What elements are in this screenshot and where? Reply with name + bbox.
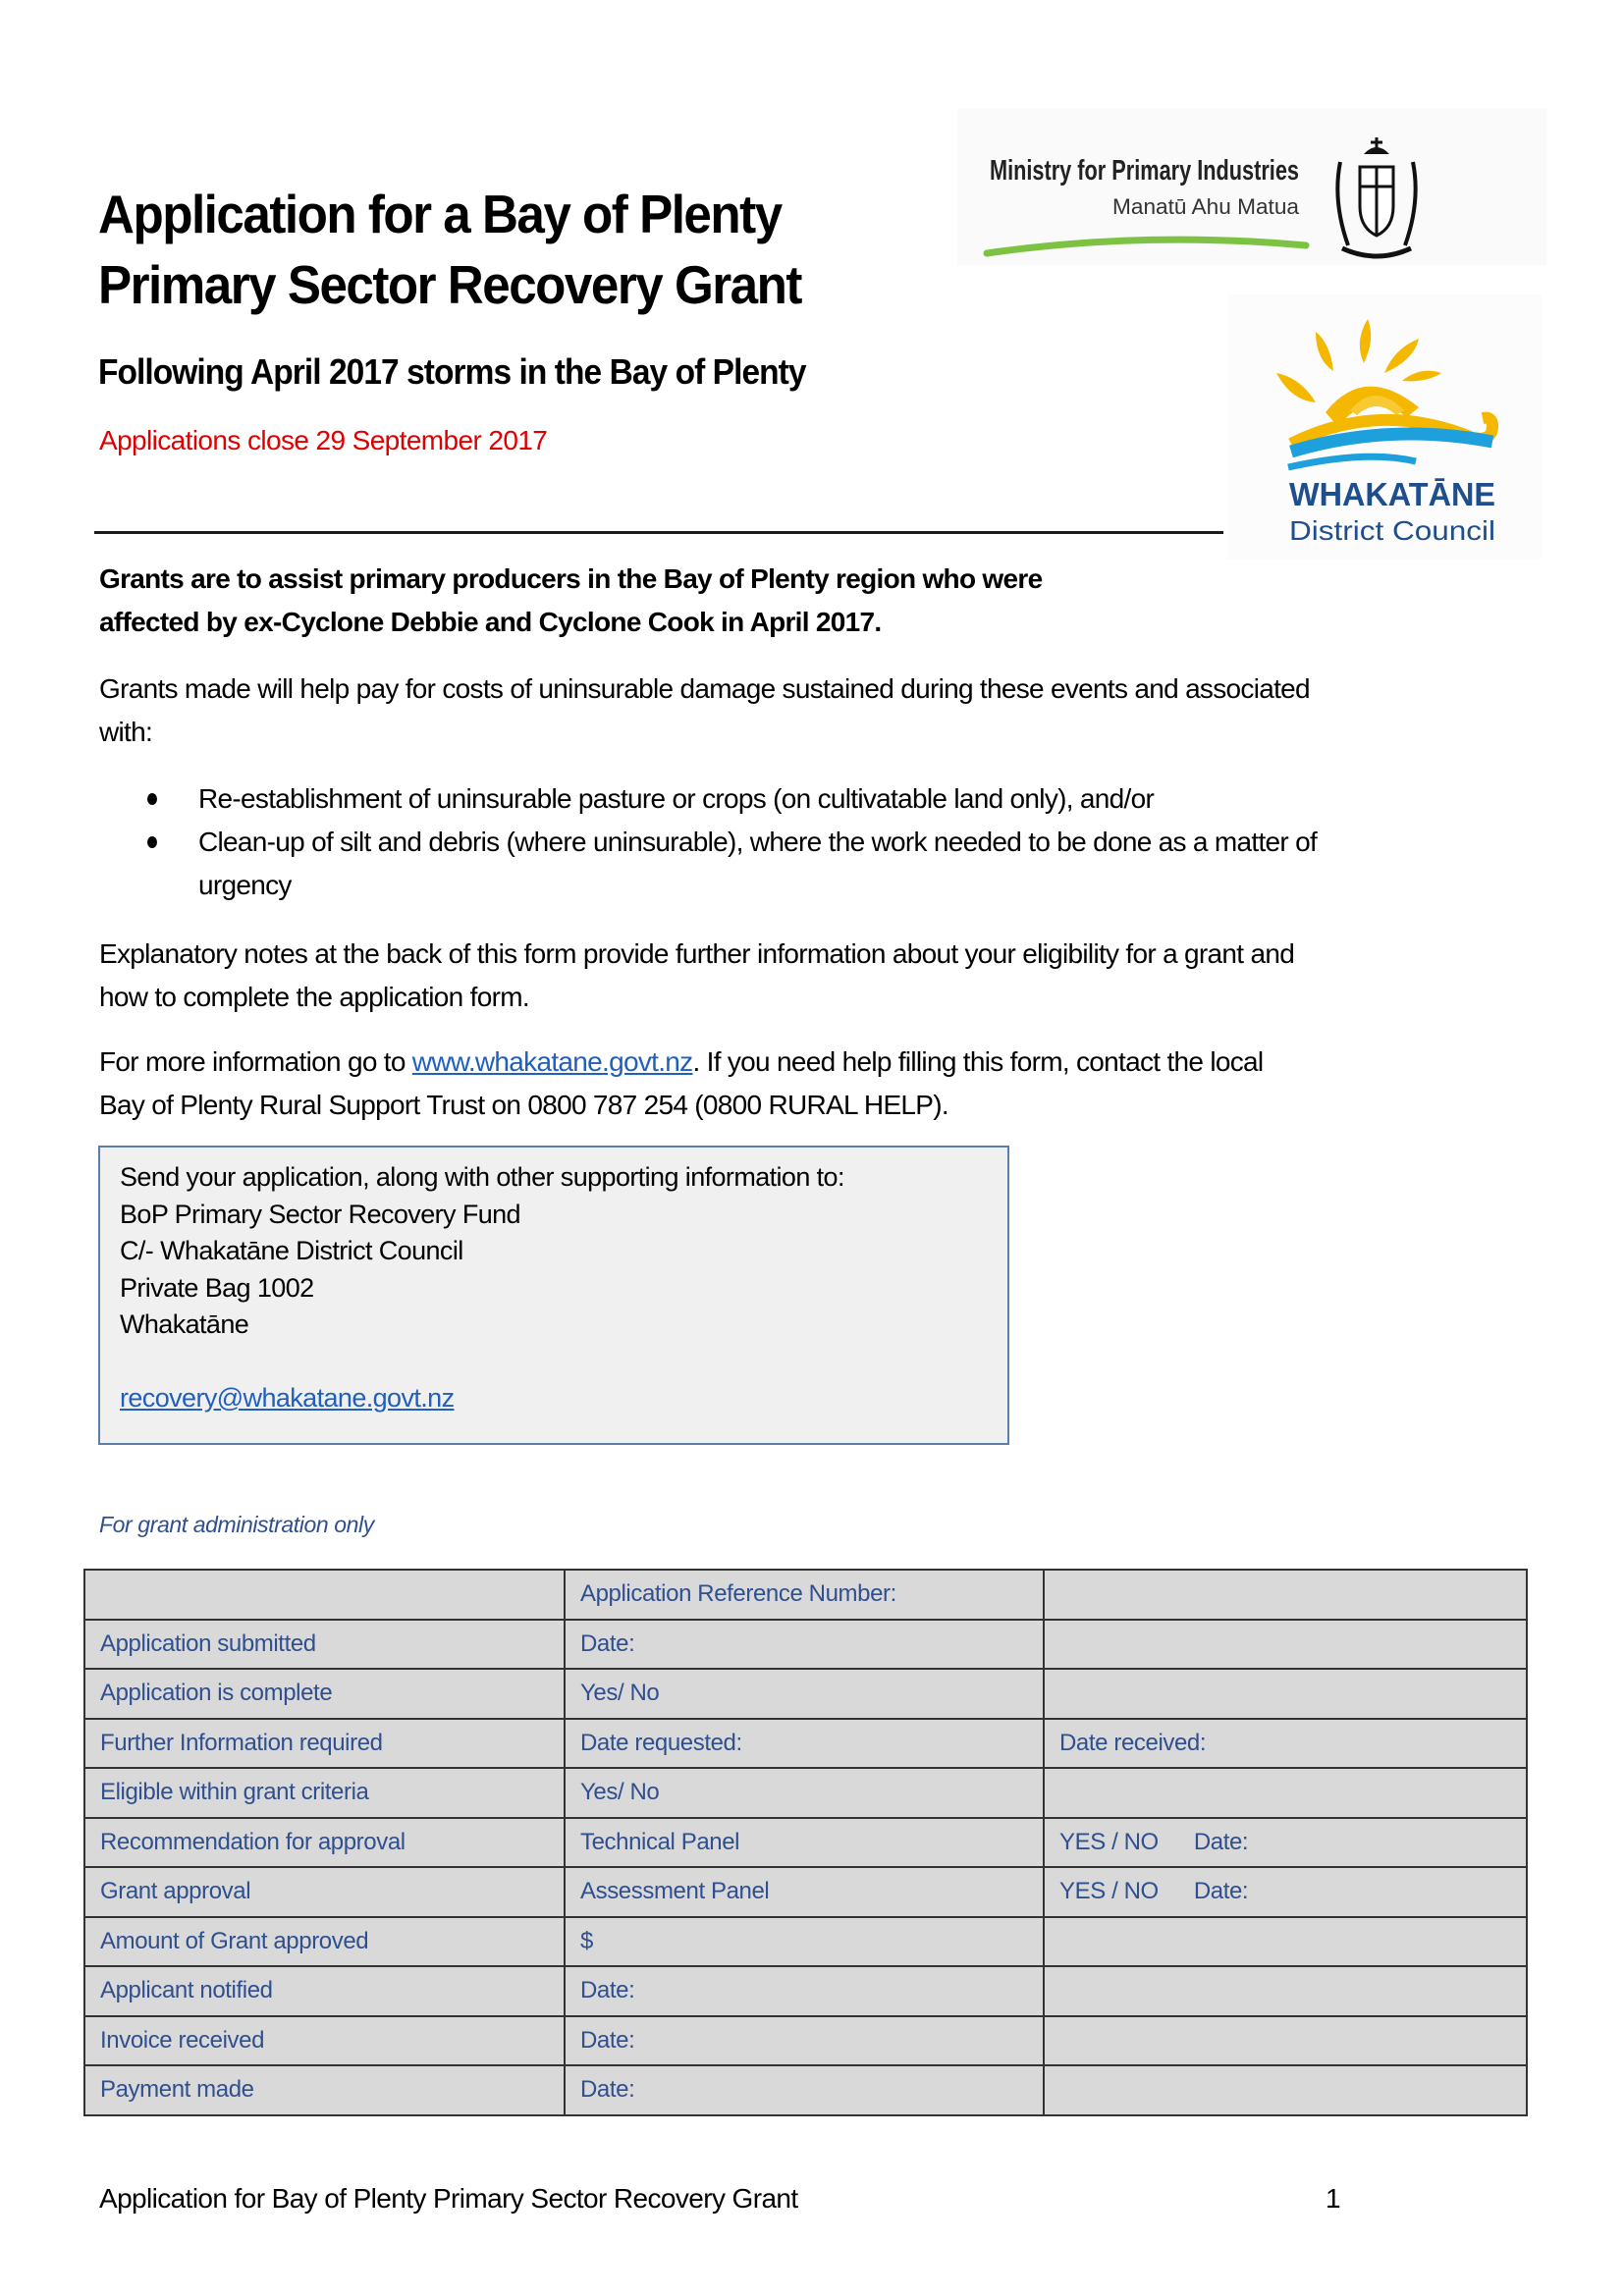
- deadline-notice: Applications close 29 September 2017: [99, 425, 548, 455]
- page-footer: Application for Bay of Plenty Primary Sector Recovery Grant: [99, 2183, 798, 2214]
- table-cell: [1044, 1669, 1527, 1719]
- nz-coat-of-arms-icon: [1337, 137, 1415, 256]
- mpi-swoosh: [987, 240, 1306, 253]
- table-row: [84, 1768, 1527, 1818]
- address-lines: [120, 1159, 844, 1344]
- title-line-2: Primary Sector Recovery Grant: [98, 254, 801, 315]
- wdc-name: WHAKATĀNE: [1289, 476, 1495, 512]
- table-cell: Date:: [565, 1966, 1044, 2016]
- intro-line-2: affected by ex-Cyclone Debbie and Cyclone Cook in April 2017.: [99, 607, 882, 637]
- page-number: 1: [1326, 2183, 1341, 2214]
- mpi-name: Ministry for Primary Industries: [990, 155, 1299, 187]
- page-subtitle: Following April 2017 storms in the Bay of Plenty: [98, 351, 806, 392]
- table-row: [84, 2016, 1527, 2066]
- eligible-costs-list: [147, 777, 1317, 907]
- address-line: BoP Primary Sector Recovery Fund: [120, 1199, 520, 1229]
- header-divider: [94, 531, 1223, 534]
- whakatane-council-logo: [1227, 294, 1542, 560]
- table-cell: Date:: [565, 1620, 1044, 1670]
- table-cell: [1044, 1818, 1527, 1868]
- table-cell: Date requested:: [565, 1719, 1044, 1769]
- page-title: [98, 179, 801, 320]
- table-cell: Payment made: [84, 2065, 565, 2115]
- address-line: C/- Whakatāne District Council: [120, 1236, 463, 1265]
- bullet-icon: [147, 793, 157, 805]
- list-item-text-cont: urgency: [198, 870, 292, 900]
- bullet-icon: [147, 836, 157, 848]
- table-row: [84, 1867, 1527, 1917]
- table-cell: Invoice received: [84, 2016, 565, 2066]
- mpi-tagline: Manatū Ahu Matua: [1112, 194, 1300, 219]
- title-line-1: Application for a Bay of Plenty: [98, 184, 782, 244]
- table-cell: Application is complete: [84, 1669, 565, 1719]
- table-cell: Date:: [565, 2065, 1044, 2115]
- explanatory-notes-paragraph: [99, 933, 1294, 1019]
- wdc-logo-graphic: [1227, 294, 1542, 560]
- para3-line-1: [99, 1041, 1263, 1084]
- email-link[interactable]: recovery@whakatane.govt.nz: [120, 1383, 455, 1413]
- table-cell: Application Reference Number:: [565, 1570, 1044, 1620]
- table-row: [84, 1669, 1527, 1719]
- table-cell: Recommendation for approval: [84, 1818, 565, 1868]
- table-cell: [1044, 1570, 1527, 1620]
- table-cell: Date:: [565, 2016, 1044, 2066]
- mailing-address-box: [98, 1146, 1009, 1445]
- date-label: Date:: [1193, 1828, 1249, 1855]
- table-cell: [1044, 2065, 1527, 2115]
- website-link[interactable]: www.whakatane.govt.nz: [411, 1046, 693, 1077]
- para1-line-2: with:: [99, 717, 153, 747]
- table-cell: [1044, 1917, 1527, 1967]
- wdc-tagline: District Council: [1289, 515, 1495, 546]
- table-cell: Yes/ No: [565, 1669, 1044, 1719]
- table-cell: Amount of Grant approved: [84, 1917, 565, 1967]
- table-row: [84, 1620, 1527, 1670]
- yes-no-choice: YES / NO: [1059, 1828, 1159, 1855]
- date-label: Date:: [1193, 1878, 1249, 1905]
- blue-wave-small: [1288, 456, 1416, 467]
- table-cell: Eligible within grant criteria: [84, 1768, 565, 1818]
- more-info-paragraph: [99, 1041, 1263, 1127]
- admin-note: For grant administration only: [99, 1512, 374, 1537]
- address-line: Send your application, along with other supporting information to:: [120, 1162, 844, 1192]
- table-cell: Technical Panel: [565, 1818, 1044, 1868]
- table-cell: Further Information required: [84, 1719, 565, 1769]
- para3-suffix: . If you need help filling this form, contact the local: [692, 1046, 1264, 1077]
- table-cell: Grant approval: [84, 1867, 565, 1917]
- intro-line-1: Grants are to assist primary producers in the Bay of Plenty region who were: [99, 563, 1043, 594]
- list-item: [147, 777, 1317, 821]
- table-row: [84, 1570, 1527, 1620]
- para3-line-2: Bay of Plenty Rural Support Trust on 0800 787 254 (0800 RURAL HELP).: [99, 1090, 948, 1120]
- table-cell: Yes/ No: [565, 1768, 1044, 1818]
- para2-line-2: how to complete the application form.: [99, 982, 529, 1012]
- intro-statement: [99, 558, 1042, 644]
- list-item-text: Clean-up of silt and debris (where uninsurable), where the work needed to be done as a matter of: [198, 827, 1318, 857]
- table-row: [84, 1917, 1527, 1967]
- table-cell: Assessment Panel: [565, 1867, 1044, 1917]
- yes-no-choice: YES / NO: [1059, 1878, 1159, 1905]
- table-cell: [1044, 2016, 1527, 2066]
- table-cell: Applicant notified: [84, 1966, 565, 2016]
- table-cell: Application submitted: [84, 1620, 565, 1670]
- sun-icon: [1276, 319, 1441, 427]
- table-cell: [1044, 1966, 1527, 2016]
- address-line: Whakatāne: [120, 1309, 249, 1339]
- grant-admin-table: [83, 1569, 1528, 2116]
- grant-purpose-paragraph: [99, 667, 1310, 754]
- table-row: [84, 2065, 1527, 2115]
- table-row: [84, 1818, 1527, 1868]
- table-cell: [1044, 1768, 1527, 1818]
- list-item: [147, 821, 1317, 907]
- address-line: Private Bag 1002: [120, 1272, 314, 1303]
- table-cell: [1044, 1620, 1527, 1670]
- table-cell: Date received:: [1044, 1719, 1527, 1769]
- table-row: [84, 1966, 1527, 2016]
- table-cell: $: [565, 1917, 1044, 1967]
- table-cell: [1044, 1867, 1527, 1917]
- table-cell: [84, 1570, 565, 1620]
- para2-line-1: Explanatory notes at the back of this form provide further information about your eligibility for a grant and: [99, 938, 1295, 969]
- para1-line-1: Grants made will help pay for costs of uninsurable damage sustained during these events and associated: [99, 673, 1310, 704]
- mpi-logo-graphic: [957, 108, 1546, 265]
- para3-prefix: For more information go to: [99, 1046, 412, 1077]
- table-row: [84, 1719, 1527, 1769]
- mpi-logo: [957, 108, 1546, 265]
- list-item-text: Re-establishment of uninsurable pasture or crops (on cultivatable land only), and/or: [198, 783, 1155, 814]
